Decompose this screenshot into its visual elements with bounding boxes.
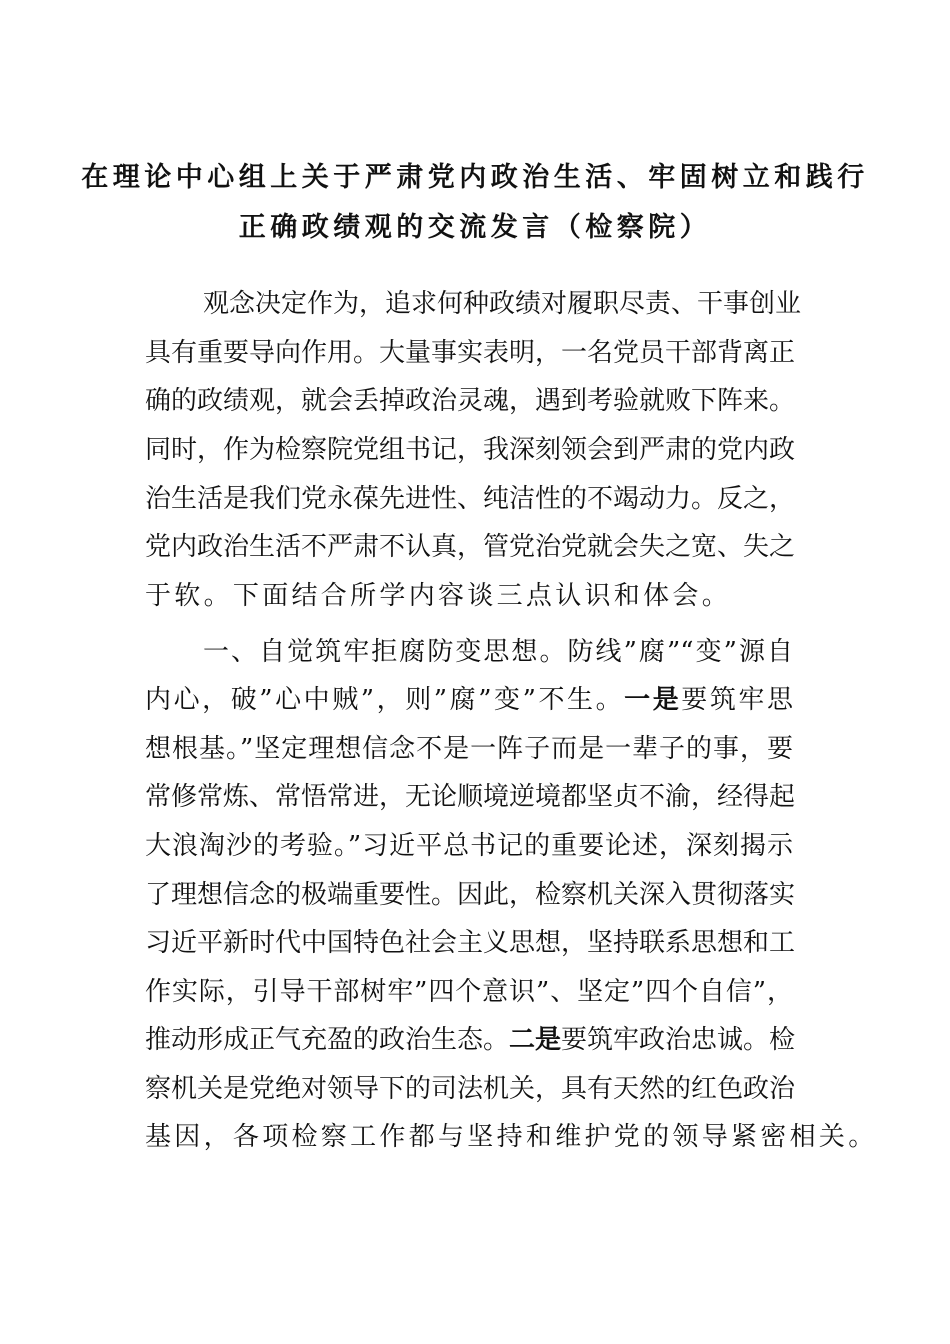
document-title-line-2: 正确政绩观的交流发言（检察院） — [238, 212, 712, 243]
paragraph-1-line — [145, 286, 802, 322]
paragraph-1-line — [145, 335, 796, 371]
text-segment: 治生活是我们党永葆先进性、纯洁性的不竭动力。反之， — [145, 484, 796, 514]
paragraph-2-line — [145, 779, 796, 815]
text-segment: 于软。下面结合所学内容谈三点认识和体会。 — [145, 581, 732, 611]
text-segment: 习近平新时代中国特色社会主义思想，坚持联系思想和工 — [145, 928, 796, 958]
bold-text: 一是 — [624, 685, 682, 715]
paragraph-1-line — [145, 481, 796, 517]
text-segment: 察机关是党绝对领导下的司法机关，具有天然的红色政治 — [145, 1074, 796, 1104]
text-segment: 党内政治生活不严肃不认真，管党治党就会失之宽、失之 — [145, 532, 796, 562]
document-title-line-1: 在理论中心组上关于严肃党内政治生活、牢固树立和践行 — [81, 162, 869, 193]
text-segment: 常修常炼、常悟常进，无论顺境逆境都坚贞不渝，经得起 — [145, 782, 796, 812]
text-segment: 内心，破”心中贼”，则”腐”变”不生。 — [145, 685, 625, 715]
paragraph-2-line — [145, 682, 793, 718]
text-segment: 要筑牢政治忠诚。检 — [561, 1025, 796, 1055]
text-segment: 一、自觉筑牢拒腐防变思想。防线”腐”“变”源自 — [203, 637, 793, 667]
text-segment: 了理想信念的极端重要性。因此，检察机关深入贯彻落实 — [145, 880, 796, 910]
paragraph-2-line — [145, 925, 796, 961]
text-segment: 想根基。”坚定理想信念不是一阵子而是一辈子的事，要 — [145, 734, 793, 764]
text-segment: 观念决定作为，追求何种政绩对履职尽责、干事创业 — [203, 289, 802, 319]
text-segment: 要筑牢思 — [681, 685, 793, 715]
text-segment: 推动形成正气充盈的政治生态。 — [145, 1025, 510, 1055]
text-segment: 大浪淘沙的考验。”习近平总书记的重要论述，深刻揭示 — [145, 831, 793, 861]
paragraph-2-line — [145, 1119, 878, 1155]
paragraph-2-line — [145, 1022, 796, 1058]
paragraph-2-line — [145, 731, 793, 767]
paragraph-1-line — [145, 578, 793, 614]
paragraph-2-line — [145, 634, 793, 670]
bold-text: 二是 — [509, 1025, 562, 1055]
text-segment: 同时，作为检察院党组书记，我深刻领会到严肃的党内政 — [145, 435, 796, 465]
paragraph-2-line — [145, 974, 793, 1010]
text-segment: 基因，各项检察工作都与坚持和维护党的领导紧密相关。 — [145, 1122, 878, 1152]
paragraph-1-line — [145, 529, 796, 565]
paragraph-2-line — [145, 828, 793, 864]
text-segment: 确的政绩观，就会丢掉政治灵魂，遇到考验就败下阵来。 — [145, 386, 796, 416]
paragraph-1-line — [145, 432, 796, 468]
text-segment: 具有重要导向作用。大量事实表明，一名党员干部背离正 — [145, 338, 796, 368]
text-segment: 作实际，引导干部树牢”四个意识”、坚定”四个自信”， — [145, 977, 793, 1007]
paragraph-2-line — [145, 877, 796, 913]
paragraph-2-line — [145, 1071, 796, 1107]
paragraph-1-line — [145, 383, 796, 419]
